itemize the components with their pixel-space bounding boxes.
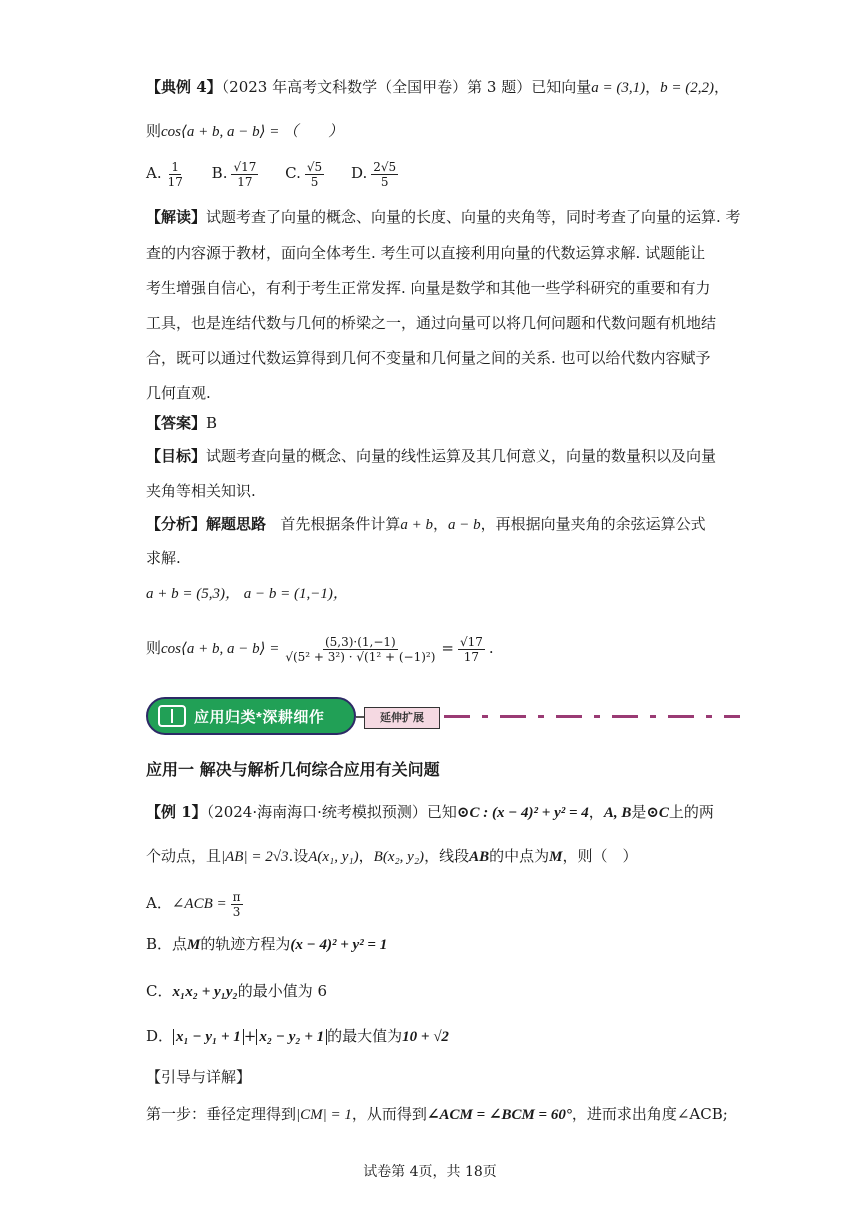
denominator: 5 [380,174,389,189]
text: 个动点，且 [146,847,222,865]
example1-source: （2024·海南海口·统考模拟预测）已知 [206,803,457,821]
interpretation-line-1 [146,207,741,227]
diff-vector-expr: a − b [448,517,481,533]
option-fraction [305,160,324,189]
circle-equation: ⊙C : (x − 4)² + y² = 4 [456,805,589,821]
numerator: (5,3)·(1,−1) [324,634,396,649]
text: .设 [288,847,309,865]
guide-heading: 【引导与详解】 [146,1068,252,1086]
calc-fraction [283,635,437,664]
analysis-calc-1: a + b = (5,3)， a − b = (1,−1)， [146,586,348,602]
option-a[interactable] [146,158,189,189]
cm-length: |CM| = 1 [296,1107,352,1123]
segment-ab: AB [469,849,490,865]
text: 的轨迹方程为 [200,935,291,953]
separator: ， [432,515,448,533]
chord-length: |AB| = 2√3 [221,849,289,865]
abs-expr-1: x₁ − y₁ + 1 [173,1029,244,1045]
interpretation-text: 试题考查了向量的概念、向量的长度、向量的夹角等，同时考查了向量的运算. 考 [206,208,741,226]
connector-text: 上的两 [668,803,714,821]
period: . [488,639,494,657]
analysis-line-1 [146,514,706,535]
separator: ， [588,803,604,821]
example4-tag: 【典例 4】 [146,78,222,96]
option-fraction [231,160,258,189]
option-fraction [166,160,185,189]
option-fraction [371,160,398,189]
answer-line [146,413,217,433]
interpretation-line-4: 工具，也是连结代数与几何的桥梁之一，通过向量可以将几何问题和代数问题有机地结 [146,314,717,332]
cos-expression: cos⟨a + b, a − b⟩ = [161,641,280,657]
interpretation-line-6: 几何直观. [146,384,211,402]
point-a: A(x₁, y₁) [308,849,359,865]
analysis-calc-2 [146,628,494,669]
example4-options [146,158,420,189]
text: 的中点为 [489,847,550,865]
text: 第一步：垂径定理得到 [146,1105,297,1123]
step1-line [146,1104,728,1125]
option-fraction [231,890,243,919]
target-tag: 【目标】 [146,447,207,465]
numerator: 1 [171,159,180,174]
interpretation-line-5: 合，既可以通过代数运算得到几何不变量和几何量之间的关系. 也可以给代数内容赋予 [146,349,711,367]
abs-expr-2: x₂ − y₂ + 1 [256,1029,327,1045]
question-prefix: 则 [146,122,162,140]
denominator: 17 [167,174,183,189]
target-line-2: 夹角等相关知识. [146,482,256,500]
denominator: 17 [463,649,480,664]
numerator: √5 [306,159,323,174]
example1-line-2 [146,846,637,867]
option-label: D. [350,164,368,182]
separator: ， [645,78,661,96]
numerator: 2√5 [373,159,397,174]
example1-statement [146,802,714,823]
denominator: 17 [237,174,253,189]
option-d[interactable] [351,158,402,189]
analysis-text: ，再根据向量夹角的余弦运算公式 [480,515,706,533]
option-b[interactable] [212,158,263,189]
text: ，进而求出角度∠ACB; [571,1105,728,1123]
banner-title: 应用归类*深耕细作 [194,708,325,726]
angle-expr: ∠ACB = [171,896,227,912]
example1-tag: 【例 1】 [146,803,207,821]
example4-question [146,121,343,142]
connector-text: 是 [631,803,647,821]
section-banner [146,697,356,735]
angle-equation: ∠ACM = ∠BCM = 60° [426,1107,572,1123]
interpretation-line-3: 考生增强自信心，有利于考生正常发挥. 向量是数学和其他一些学科研究的重要和有力 [146,279,711,297]
option-label: A. [146,164,162,182]
question-expression: cos⟨a + b, a − b⟩ = （ ） [161,124,344,140]
text: ，从而得到 [351,1105,427,1123]
denominator: 3 [232,904,241,919]
option-label: A． [146,894,172,912]
analysis-tag: 【分析】 [146,515,207,533]
dashed-divider [444,715,740,718]
separator: ， [713,78,729,96]
option-label: C． [146,982,173,1000]
interpretation-tag: 【解读】 [146,208,207,226]
text: 的最小值为 6 [237,982,328,1000]
denominator: √(5² + 3²) · √(1² + (−1)²) [285,649,436,664]
max-value: 10 + √2 [402,1029,449,1045]
analysis-line-2: 求解. [146,549,181,567]
answer-tag: 【答案】 [146,414,207,432]
option-label: D． [146,1027,174,1045]
analysis-label: 解题思路 [206,515,267,533]
example1-option-c[interactable] [146,981,327,1002]
option-label: C. [285,164,301,182]
option-label: B． [146,935,173,953]
dot-expr: x₁x₂ + y₁y₂ [172,984,238,1000]
numerator: √17 [459,634,483,649]
point-b: B(x₂, y₂) [373,849,425,865]
plus-sign: + [243,1027,257,1045]
point-m: M [187,937,201,953]
section-title: 应用一 解决与解析几何综合应用有关问题 [146,760,440,779]
option-label: B. [211,164,228,182]
target-line-1 [146,446,716,466]
example4-source: （2023 年高考文科数学（全国甲卷）第 3 题）已知向量 [221,78,592,96]
answer-value: B [206,414,218,432]
banner-tag: 延伸扩展 [364,707,440,729]
option-c[interactable] [285,158,328,189]
result-fraction [458,635,485,664]
vector-b-given: b = (2,2) [660,80,714,96]
example1-option-b[interactable] [146,934,387,955]
equals-sign: = [441,639,454,657]
numerator: √17 [233,159,257,174]
separator: ， [358,847,374,865]
interpretation-line-2: 查的内容源于教材，面向全体考生. 考生可以直接利用向量的代数运算求解. 试题能让 [146,244,706,262]
midpoint-m: M [549,849,563,865]
text: ，线段 [424,847,470,865]
circle-ref: ⊙C [646,805,669,821]
example1-option-a[interactable] [146,888,247,919]
text: ，则（ ） [562,847,638,865]
book-icon [158,705,186,727]
vector-a-given: a = (3,1) [591,80,646,96]
sum-vector-expr: a + b [400,517,433,533]
example4-statement [146,77,729,98]
text: 的最大值为 [327,1027,403,1045]
text: 点 [172,935,188,953]
page-footer: 试卷第 4页，共 18页 [363,1164,497,1180]
points-ab: A, B [603,805,632,821]
numerator: π [232,889,241,904]
calc-prefix: 则 [146,639,162,657]
target-text: 试题考查向量的概念、向量的线性运算及其几何意义，向量的数量积以及向量 [206,447,717,465]
analysis-text: 首先根据条件计算 [280,515,401,533]
example1-option-d[interactable] [146,1026,449,1047]
locus-equation: (x − 4)² + y² = 1 [290,937,388,953]
denominator: 5 [310,174,319,189]
